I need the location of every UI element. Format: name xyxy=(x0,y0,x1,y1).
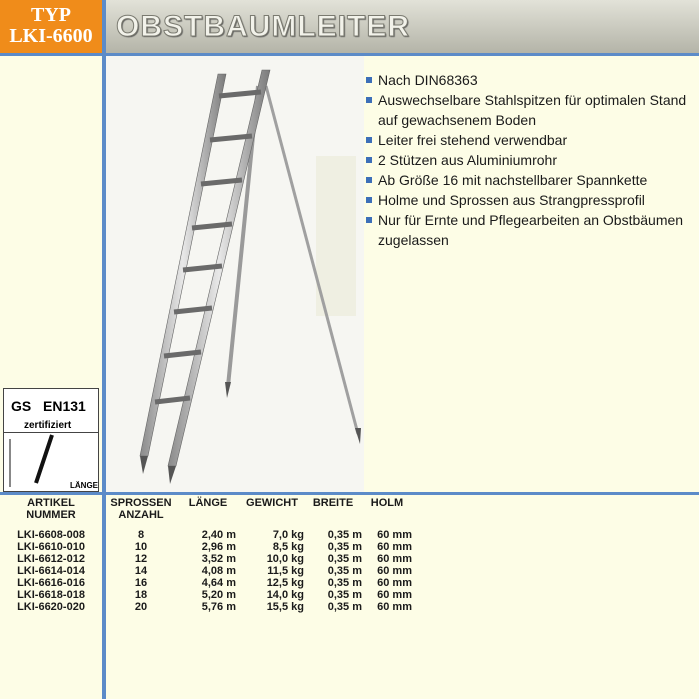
table-row xyxy=(0,565,412,577)
horizontal-rule-middle xyxy=(0,492,699,495)
artikel-cell: LKI-6618-018 xyxy=(17,589,85,601)
col-header-breite: BREITE xyxy=(312,497,354,509)
certified-label: zertifiziert xyxy=(24,420,72,431)
artikel-cell: LKI-6614-014 xyxy=(17,565,85,577)
gewicht-cell: 14,0 kg xyxy=(266,589,304,601)
gs-mark: GS xyxy=(11,398,32,414)
square-bullet-icon xyxy=(366,217,372,223)
type-badge xyxy=(0,0,102,53)
col-header-sprossen: SPROSSEN ANZAHL xyxy=(110,497,172,521)
col-header-artikel: ARTIKEL NUMMER xyxy=(26,497,76,521)
type-code: LKI-6600 xyxy=(9,25,93,47)
feature-item: 2 Stützen aus Aluminiumrohr xyxy=(366,150,699,170)
table-row xyxy=(0,577,412,589)
holm-cell: 60 mm xyxy=(377,553,412,565)
gewicht-cell: 11,5 kg xyxy=(267,565,304,577)
sprossen-cell: 10 xyxy=(134,541,148,553)
col-header-laenge: LÄNGE xyxy=(188,497,228,509)
certification-divider xyxy=(3,432,99,433)
square-bullet-icon xyxy=(366,137,372,143)
sprossen-cell: 20 xyxy=(134,601,148,613)
table-row xyxy=(0,601,412,613)
breite-cell: 0,35 m xyxy=(327,577,362,589)
holm-cell: 60 mm xyxy=(377,541,412,553)
laenge-cell: 5,76 m xyxy=(201,601,236,613)
breite-cell: 0,35 m xyxy=(327,589,362,601)
sprossen-cell: 14 xyxy=(134,565,148,577)
table-row xyxy=(0,541,412,553)
holm-cell: 60 mm xyxy=(377,589,412,601)
feature-list xyxy=(366,70,699,250)
page-title: OBSTBAUMLEITER xyxy=(116,10,410,43)
sprossen-cell: 18 xyxy=(134,589,148,601)
table-row xyxy=(0,529,412,541)
feature-item: Nach DIN68363 xyxy=(366,70,699,90)
feature-item: Auswechselbare Stahlspitzen für optimalen Stand auf gewachsenem Boden xyxy=(366,90,699,130)
gewicht-cell: 12,5 kg xyxy=(266,577,304,589)
feature-item: Holme und Sprossen aus Strangpressprofil xyxy=(366,190,699,210)
breite-cell: 0,35 m xyxy=(327,565,362,577)
col-header-holm: HOLM xyxy=(370,497,404,509)
feature-item: Leiter frei stehend verwendbar xyxy=(366,130,699,150)
laenge-cell: 3,52 m xyxy=(201,553,236,565)
feature-item: Nur für Ernte und Pflegearbeiten an Obstbäumen zugelassen xyxy=(366,210,699,250)
sprossen-cell: 12 xyxy=(134,553,148,565)
artikel-cell: LKI-6616-016 xyxy=(17,577,85,589)
artikel-cell: LKI-6620-020 xyxy=(17,601,85,613)
artikel-cell: LKI-6608-008 xyxy=(17,529,85,541)
holm-cell: 60 mm xyxy=(377,577,412,589)
table-row xyxy=(0,553,412,565)
spec-table xyxy=(0,497,412,613)
type-label: TYP xyxy=(31,4,71,26)
breite-cell: 0,35 m xyxy=(327,529,362,541)
laenge-cell: 4,64 m xyxy=(201,577,236,589)
norm-label: EN131 xyxy=(43,398,86,414)
breite-cell: 0,35 m xyxy=(327,601,362,613)
length-label: LÄNGE xyxy=(70,481,98,490)
laenge-cell: 2,96 m xyxy=(201,541,236,553)
square-bullet-icon xyxy=(366,77,372,83)
holm-cell: 60 mm xyxy=(377,565,412,577)
col-header-gewicht: GEWICHT xyxy=(246,497,298,509)
artikel-cell: LKI-6610-010 xyxy=(17,541,85,553)
gewicht-cell: 7,0 kg xyxy=(272,529,304,541)
table-header-row xyxy=(0,497,412,529)
laenge-cell: 2,40 m xyxy=(201,529,236,541)
ladder-image xyxy=(106,56,364,492)
breite-cell: 0,35 m xyxy=(327,553,362,565)
product-image xyxy=(106,56,364,492)
sprossen-cell: 16 xyxy=(134,577,148,589)
sprossen-cell: 8 xyxy=(137,529,145,541)
square-bullet-icon xyxy=(366,177,372,183)
breite-cell: 0,35 m xyxy=(327,541,362,553)
laenge-cell: 5,20 m xyxy=(201,589,236,601)
gewicht-cell: 10,0 kg xyxy=(266,553,304,565)
holm-cell: 60 mm xyxy=(377,529,412,541)
square-bullet-icon xyxy=(366,197,372,203)
laenge-cell: 4,08 m xyxy=(201,565,236,577)
feature-item: Ab Größe 16 mit nachstellbarer Spannkette xyxy=(366,170,699,190)
square-bullet-icon xyxy=(366,157,372,163)
table-row xyxy=(0,589,412,601)
holm-cell: 60 mm xyxy=(377,601,412,613)
square-bullet-icon xyxy=(366,97,372,103)
artikel-cell: LKI-6612-012 xyxy=(17,553,85,565)
gewicht-cell: 15,5 kg xyxy=(266,601,304,613)
gewicht-cell: 8,5 kg xyxy=(272,541,304,553)
